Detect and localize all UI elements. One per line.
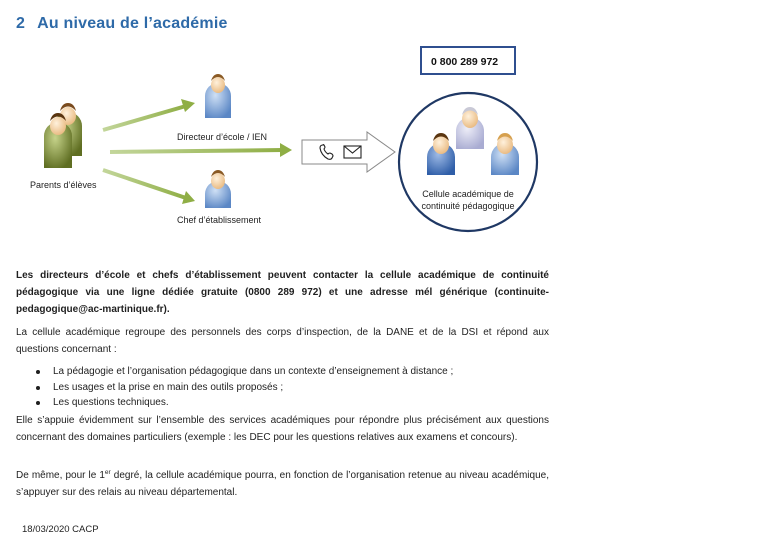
green-arrows (103, 99, 292, 204)
topics-list (16, 364, 549, 411)
ordinal-superscript: er (104, 469, 111, 476)
section-title: Au niveau de l’académie (37, 15, 228, 32)
section-number: 2 (16, 15, 26, 32)
list-item: Les questions techniques. (16, 395, 549, 411)
paragraph-composition: La cellule académique regroupe des personnels des corps d’inspection, de la DANE et de la DSI et répond aux questions concernant : (16, 327, 549, 355)
para4-start: De même, pour le 1 (16, 470, 105, 481)
footer-date: 18/03/2020 CACP (22, 524, 99, 535)
parents-label: Parents d’élèves (30, 180, 97, 190)
paragraph-services: Elle s’appuie évidemment sur l’ensemble des services académiques pour répondre plus précisément aux questions concernant des domaines particuliers (exemple : les DEC pour les questions relatives aux examens et concours). (16, 415, 549, 443)
cellule-label-line1: Cellule académique de (422, 189, 514, 199)
paragraph-first-degree (16, 467, 549, 501)
communication-diagram (0, 0, 768, 250)
chef-icon (205, 170, 231, 208)
phone-number: 0 800 289 972 (431, 56, 499, 68)
parents-icon (44, 103, 82, 168)
list-item: Les usages et la prise en main des outils proposés ; (16, 380, 549, 396)
director-icon (205, 74, 231, 118)
para4-end: degré, la cellule académique pourra, en fonction de l’organisation retenue au niveau académique, s’appuyer sur des relais au niveau départemental. (16, 470, 549, 498)
chef-label: Chef d’établissement (177, 215, 262, 225)
mail-icon (344, 146, 361, 158)
director-label: Directeur d’école / IEN (177, 132, 268, 142)
cellule-label-line2: continuité pédagogique (421, 201, 515, 211)
list-item: La pédagogie et l’organisation pédagogique dans un contexte d’enseignement à distance ; (16, 364, 549, 380)
paragraph-contact: Les directeurs d’école et chefs d’établissement peuvent contacter la cellule académique de continuité pédagogique via une ligne dédiée gratuite (0800 289 972) et une adresse mél générique (continuite-pedagogique@ac-martinique.fr). (16, 270, 549, 315)
